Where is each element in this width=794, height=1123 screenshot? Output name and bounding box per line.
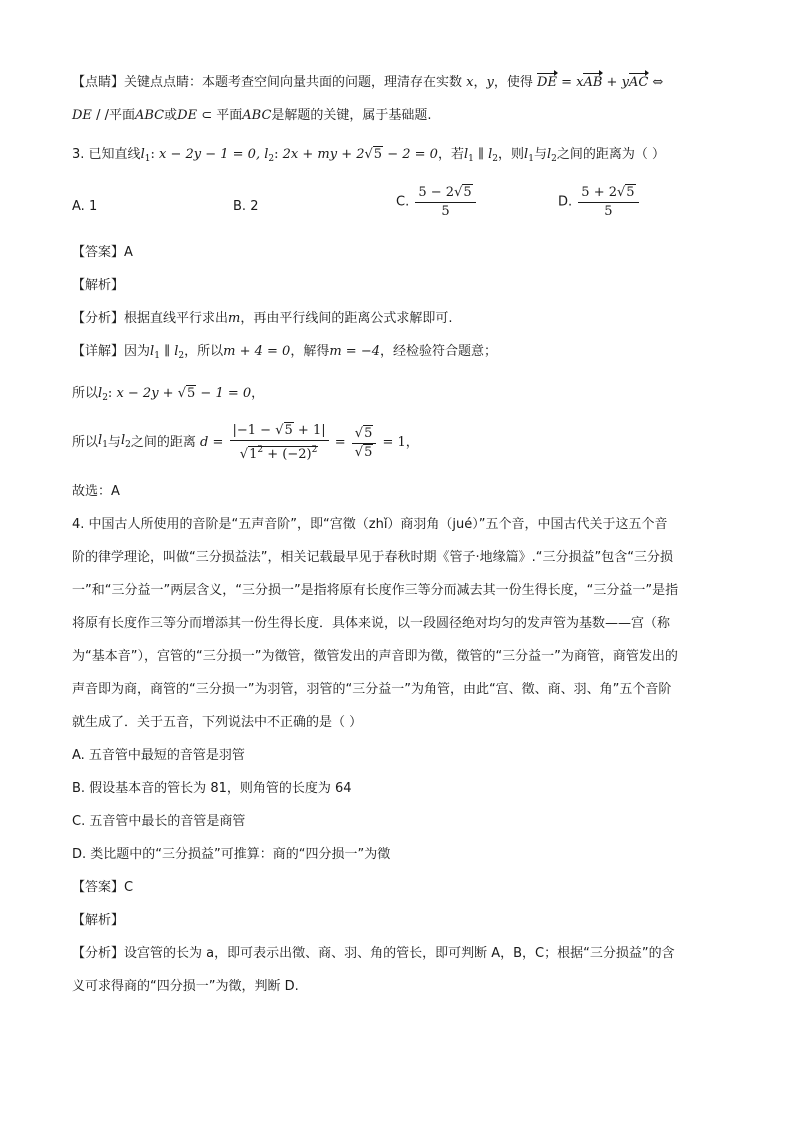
q4-para-line-1: 4. 中国古人所使用的音阶是“五声音阶”，即“宫徵（zhǐ）商羽角（jué）”五个音，中国古代关于这五个音: [72, 517, 668, 532]
q4-option-d: D. 类比题中的“三分损益”可推算：商的“四分损一”为徵: [72, 847, 391, 862]
dianjing-line-1: 【点睛】关键点点睛：本题考查空间向量共面的问题，理清存在实数 x，y，使得 DE = xAB + yAC ⇔: [72, 73, 663, 93]
q3-option-d: D. $\frac{5 + 2√5}{5}$: [558, 184, 641, 221]
q3-l2-equation: 所以$l_2$: x − 2y + √5 − 1 = 0，: [72, 386, 265, 403]
q4-option-b: B. 假设基本音的管长为 81，则角管的长度为 64: [72, 781, 352, 796]
q4-jiexi: 【解析】: [72, 913, 125, 928]
q4-para-line-7: 就生成了．关于五音，下列说法中不正确的是（ ）: [72, 715, 363, 730]
q4-answer: 【答案】C: [72, 880, 134, 895]
q4-para-line-5: 为“基本音”），宫管的“三分损一”为徵管，徵管发出的声音即为徵，徵管的“三分益一”为商管，商管发出的: [72, 649, 678, 664]
vector-equation: DE = xAB + yAC ⇔: [537, 75, 663, 90]
q4-para-line-2: 阶的律学理论，叫做“三分损益法”，相关记载最早见于春秋时期《管子·地缘篇》.“三分损益”包含“三分损: [72, 550, 673, 565]
q3-distance: 所以$l_1$与$l_2$之间的距离 d = $\frac{|-1 - √5 + 1|}{√1^2 + (-2)^2}$ = $\frac{√5}{√5}$ = 1，: [72, 423, 419, 462]
dianjing-text-1: 关键点点睛：本题考查空间向量共面的问题，理清存在实数: [124, 75, 463, 90]
q3-option-a: A. 1: [72, 199, 98, 214]
q4-para-line-6: 声音即为商，商管的“三分损一”为羽管，羽管的“三分益一”为角管，由此“宫、徵、商、羽、角”五个音阶: [72, 682, 672, 697]
q4-option-c: C. 五音管中最长的音管是商管: [72, 814, 246, 829]
q3-option-c: C. $\frac{5 - 2√5}{5}$: [396, 184, 478, 221]
math-xy: x: [466, 75, 474, 90]
q3-options: [72, 185, 722, 230]
line-equations: $l_1$: x − 2y − 1 = 0, $l_2$: 2x + my + 2√5 − 2 = 0: [140, 147, 438, 164]
q4-fenxi-line-2: 义可求得商的“四分损一”为徵，判断 D.: [72, 979, 299, 994]
q3-answer: 【答案】A: [72, 245, 133, 260]
q3-xiangjie: 【详解】因为$l_1$ ∥ $l_2$，所以m + 4 = 0，解得m = −4，经检验符合题意；: [72, 344, 497, 361]
q3-option-b: B. 2: [233, 199, 259, 214]
q4-option-a: A. 五音管中最短的音管是羽管: [72, 748, 245, 763]
dianjing-tag: 【点睛】: [72, 75, 125, 90]
q3-conclusion: 故选：A: [72, 484, 120, 499]
q4-para-line-3: 一”和“三分益一”两层含义，“三分损一”是指将原有长度作三等分而减去其一份生得长度，“三分益一”是指: [72, 583, 679, 598]
q3-number: 3.: [72, 147, 85, 162]
q4-para-line-4: 将原有长度作三等分而增添其一份生得长度．具体来说，以一段圆径绝对均匀的发声管为基数——宫（称: [72, 616, 671, 631]
dianjing-line-2: DE / /平面ABC或DE ⊂ 平面ABC是解题的关键，属于基础题.: [72, 108, 432, 123]
q3-fenxi: 【分析】根据直线平行求出m，再由平行线间的距离公式求解即可.: [72, 311, 453, 326]
q4-fenxi-line-1: 【分析】设宫管的长为 a，即可表示出徵、商、羽、角的管长，即可判断 A，B，C；根据“三分损益”的含: [72, 946, 675, 961]
q3-jiexi: 【解析】: [72, 278, 125, 293]
dianjing-text-2: ，使得: [493, 75, 533, 90]
q3-stem: 3. 已知直线$l_1$: x − 2y − 1 = 0, $l_2$: 2x + my + 2√5 − 2 = 0，若$l_1$ ∥ $l_2$，则$l_1$与$l_2$之间的距离为（ ）: [72, 147, 666, 164]
